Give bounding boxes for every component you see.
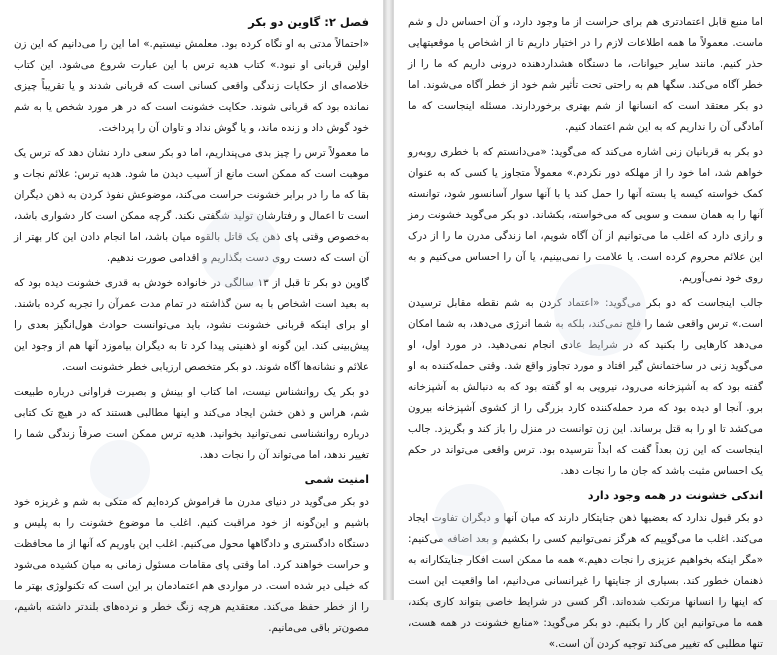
left-paragraph-2: ما معمولاً ترس را چیز بدی می‌پنداریم، اما دو بکر سعی دارد نشان دهد که ترس یک موهبت است که ممکن است مانع از آسیب دیدن ما شود. هدیه ترس: علائم نجات و بقا که ما را در برابر خشونت حراست می‌کند، موضوعش نفوذ کردن به ذهن دیگران است تا اعمال و رفتارشان تولید شگفتی نکند. گرچه ممکن است کار دشواری باشد، به‌خصوص وقتی پای ذهن یک قاتل بالقوه میان باشد، اما انجام دادن این کار بهتر از آن است که دست روی دست بگذاریم و اقدامی صورت ندهیم. bbox=[14, 147, 369, 264]
right-section-body bbox=[408, 508, 763, 655]
chapter-title: فصل ۲: گاوین دو بکر bbox=[248, 15, 369, 29]
right-paragraph-2: دو بکر به قربانیان زنی اشاره می‌کند که می‌گوید: «می‌دانستم که با خطری روبه‌رو خواهم شد، اما خود را از مهلکه دور نکردم.» معمولاً متجاوز یا کسی که به عنوان کمک خواسته کیسه یا بسته آنها را حمل کند یا با آنها سوار آسانسور شود، توانسته آنها را به همان سمت و سویی که می‌خواسته، بکشاند. دو بکر می‌گوید خشونت رمز و رازی دارد که اغلب ما می‌توانیم از آن آگاه شویم، اما زندگی مدرن ما را از درک این علائم محروم کرده است. یا علامت را نمی‌بینیم، یا آن را احساس می‌کنیم و به روی خود نمی‌آوریم. bbox=[408, 146, 763, 284]
left-paragraph-1: «احتمالاً مدتی به او نگاه کرده بود. معلمش نیستیم.» اما این را می‌دانیم که این زن اولین قربانی او نبود.» کتاب هدیه ترس با این عبارت شروع می‌شود. این کتاب خلاصه‌ای از حکایات زندگی واقعی کسانی است که قربانی شدند و یا تقریباً چیزی نمانده بود که قربانی شوند. حکایت خشونت است که در هر مورد شخص یا به شم خود گوش داد و زنده ماند، و یا گوش نداد و تاوان آن را پرداخت. bbox=[14, 38, 369, 134]
right-paragraph-3: جالب اینجاست که دو بکر می‌گوید: «اعتماد کردن به شم نقطه مقابل ترسیدن است.» ترس واقعی شما را فلج نمی‌کند، بلکه به شما انرژی می‌دهد، به شما امکان می‌دهد کارهایی را بکنید که در شرایط عادی انجام نمی‌دهید. در مورد اول، او می‌گوید زنی در ساختمانش گیر افتاد و مورد تجاوز واقع شد. وقتی حمله‌کننده به او گفته بود که به آشپزخانه می‌رود، نیرویی به او گفته بود که به دنبالش به آشپزخانه برو. آنجا او دیده بود که مرد حمله‌کننده کارد بزرگی را از کشوی آشپزخانه بیرون می‌کشد تا او را به قتل برساند. این زن توانست در منزل را باز کند و بگریزد. جالب اینجاست که این زن بعداً گفت که ابداً نترسیده بود. ترس واقعی می‌تواند در حکم یک احساس مثبت باشد که جان ما را نجات دهد. bbox=[408, 297, 763, 477]
book-gutter bbox=[384, 0, 393, 600]
right-page-body bbox=[408, 12, 763, 482]
left-section-paragraph-1: دو بکر می‌گوید در دنیای مدرن ما فراموش کرده‌ایم که متکی به شم و غریزه خود باشیم و این‌گونه از خود مراقبت کنیم. اغلب ما موضوع خشونت را به پلیس و دستگاه دادگستری و دادگاهها محول می‌کنیم. اغلب این باوریم که آنها از ما محافظت و حراست خواهند کرد. اما وقتی پای مقامات مسئول زمانی به میان کشیده می‌شود که خیلی دیر شده است. در مواردی هم اعتمادمان بر این است که تکنولوژی بهتر ما را از خطر حفظ می‌کند. معتقدیم هرچه زنگ خطر و نرده‌های بلندتر داشته باشیم، مصون‌تر باقی می‌مانیم. bbox=[13, 496, 369, 634]
left-paragraph-4: دو بکر یک روانشناس نیست، اما کتاب او بینش و بصیرت فراوانی درباره طبیعت شم، هراس و ذهن خشن ایجاد می‌کند و اینها مطالبی هستند که در هیچ تک کتابی درباره روانشناسی نمی‌توانید بخوانید. هدیه ترس ممکن است صرفاً زندگی شما را تغییر ندهد، اما می‌تواند آن را نجات دهد. bbox=[14, 386, 369, 461]
right-paragraph-1: اما منبع قابل اعتمادتری هم برای حراست از ما وجود دارد، و آن احساس دل و شم ماست. معمولاً ما همه اطلاعات لازم را در اختیار داریم تا از اشخاص یا موقعیتهایی حذر کنیم. مانند سایر حیوانات، ما دستگاه هشداردهنده درونی داریم که ما را از خطر آگاه می‌کند. سگها هم به راحتی تحت تأثیر شم خود از خطر آگاه می‌شوند. اما دو بکر معتقد است که انسانها از شم بهتری برخوردارند. مسئله اینجاست که ما آمادگی آن را نداریم که به این شم اعتماد کنیم. bbox=[408, 16, 763, 133]
left-section-title: امنیت شمی bbox=[304, 473, 369, 486]
right-section-paragraph-1: دو بکر قبول ندارد که بعضیها ذهن جنایتکار دارند که میان آنها و دیگران تفاوت ایجاد می‌کند. اغلب ما می‌گوییم که هرگز نمی‌توانیم کسی را بکشیم و بعد اضافه می‌کنیم: «مگر اینکه بخواهیم عزیزی را نجات دهیم.» همه ما ممکن است افکار جنایتکارانه به ذهنمان خطور کند. بسیاری از جنایتها را غیرانسانی می‌دانیم، اما واقعیت این است که اینها را انسانها مرتکب شده‌اند. اگر کسی در شرایط خاصی بتواند کاری بکند، همه ما می‌توانیم این کار را بکنیم. دو بکر می‌گوید: «منابع خشونت در همه هست، تنها مطلبی که تغییر می‌کند توجیه کردن آن است.» bbox=[408, 512, 763, 650]
left-page-body bbox=[14, 34, 369, 466]
left-section-body bbox=[14, 492, 369, 639]
left-page bbox=[0, 0, 384, 634]
left-paragraph-3: گاوین دو بکر تا قبل از ۱۳ سالگی در خانواده خودش به قدری خشونت دیده بود که به بعید است اشخاص با به سن گذاشته در تمام مدت عمرآن را تجربه کرده باشند. او برای اینکه قربانی خشونت نشود، باید می‌توانست حوادث هول‌انگیز بعدی را پیش‌بینی کند. این گونه او ذهنیتی پیدا کرد تا به دیگران بیاموزد آنها هم از وجود این علائم و نشانه‌ها آگاه شوند. دو بکر متخصص ارزیابی خطر خشونت است. bbox=[14, 277, 369, 373]
right-section-title: اندکی خشونت در همه وجود دارد bbox=[587, 489, 763, 502]
right-page bbox=[393, 0, 777, 650]
